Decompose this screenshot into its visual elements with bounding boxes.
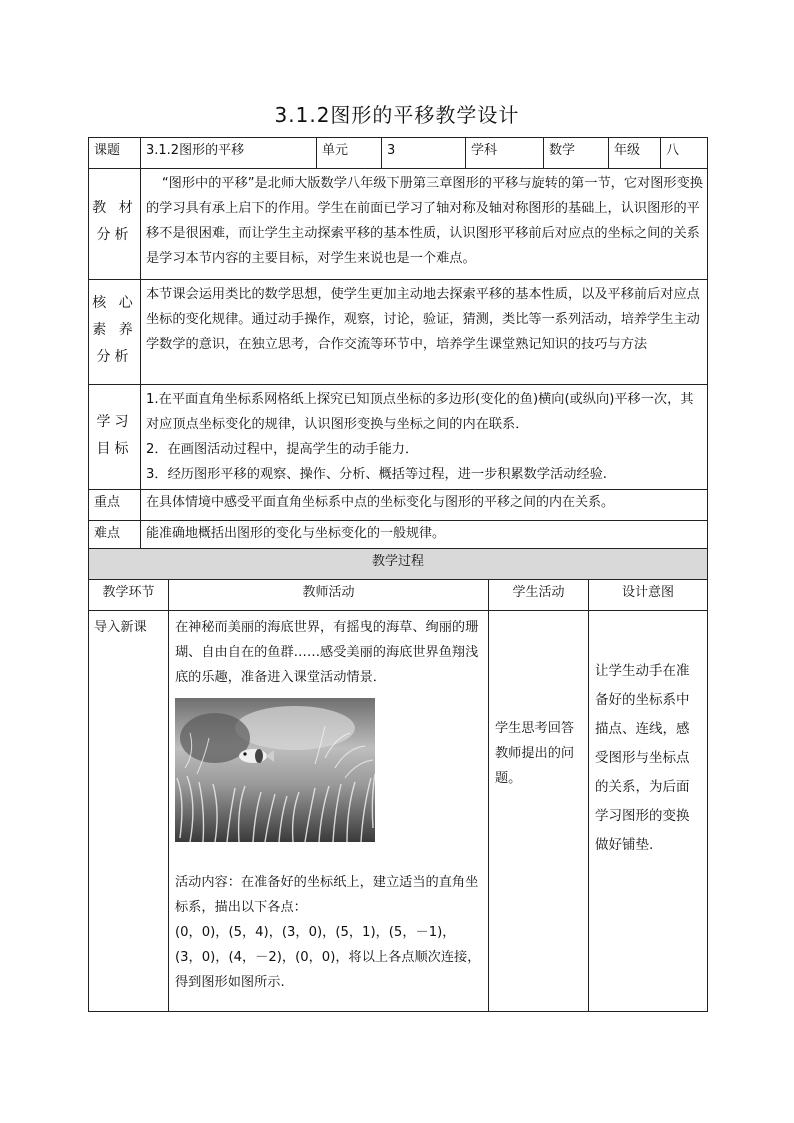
points-line-3: 得到图形如图所示. [175, 975, 285, 990]
goal-item-3: 3．经历图形平移的观察、操作、分析、概括等过程，进一步积累数学活动经验. [146, 467, 607, 482]
unit-label: 单元 [317, 138, 382, 169]
grade-value: 八 [661, 138, 708, 169]
col-student: 学生活动 [489, 580, 589, 611]
key-point-label: 重点 [89, 490, 141, 521]
literacy-row [89, 280, 708, 385]
points-line-2: (3，0)，(4，－2)，(0，0)，将以上各点顺次连接， [175, 950, 481, 965]
material-text: “图形中的平移”是北师大版数学八年级下册第三章图形的平移与旋转的第一节，它对图形变换的学习具有承上启下的作用。学生在前面已学习了轴对称及轴对称图形的基础上，认识图形的平移不是很困难，而让学生主动探索平移的基本性质，认识图形平移前后对应点的坐标之间的关系是学习本节内容的主要目标，对学生来说也是一个难点。 [141, 169, 708, 280]
process-table [88, 548, 708, 1012]
intent-cell: 让学生动手在准备好的坐标系中描点、连线，感受图形与坐标点的关系，为后面学习图形的变换做好铺垫. [589, 611, 708, 1012]
material-label-2: 分析 [96, 227, 133, 243]
goals-row [89, 385, 708, 490]
process-heading-row [89, 549, 708, 580]
key-point-text: 在具体情境中感受平面直角坐标系中点的坐标变化与图形的平移之间的内在关系。 [141, 490, 708, 521]
literacy-label [89, 280, 141, 385]
process-header-row [89, 580, 708, 611]
difficulty-row [89, 521, 708, 552]
material-row [89, 169, 708, 280]
goals-label-1: 学习 [96, 414, 133, 430]
literacy-label-1: 核 心 [92, 295, 137, 311]
literacy-text: 本节课会运用类比的数学思想，使学生更加主动地去探索平移的基本性质，以及平移前后对应点坐标的变化规律。通过动手操作，观察，讨论，验证，猜测，类比等一系列活动，培养学生主动学数学的意识，在独立思考，合作交流等环节中，培养学生课堂熟记知识的技巧与方法 [141, 280, 708, 385]
lesson-info-table [88, 137, 708, 552]
goals-label [89, 385, 141, 490]
col-teacher: 教师活动 [169, 580, 489, 611]
process-heading: 教学过程 [89, 549, 708, 580]
unit-value: 3 [382, 138, 466, 169]
process-row-intro [89, 611, 708, 1012]
difficulty-label: 难点 [89, 521, 141, 552]
material-label [89, 169, 141, 280]
subject-label: 学科 [466, 138, 544, 169]
literacy-label-3: 分析 [96, 349, 133, 365]
teacher-intro: 在神秘而美丽的海底世界，有摇曳的海草、绚丽的珊瑚、自由自在的鱼群……感受美丽的海底世界鱼翔浅底的乐趣，准备进入课堂活动情景． [175, 620, 479, 685]
course-value: 3.1.2图形的平移 [141, 138, 317, 169]
course-label: 课题 [89, 138, 141, 169]
activity-text: 活动内容：在准备好的坐标纸上，建立适当的直角坐标系，描出以下各点： [175, 875, 479, 915]
points-line-1: (0，0)，(5，4)，(3，0)，(5，1)，(5，－1)， [175, 925, 456, 940]
teacher-cell [169, 611, 489, 1012]
difficulty-text: 能准确地概括出图形的变化与坐标变化的一般规律。 [141, 521, 708, 552]
goals-text [141, 385, 708, 490]
goal-item-2: 2．在画图活动过程中，提高学生的动手能力． [146, 442, 419, 457]
subject-value: 数学 [544, 138, 609, 169]
col-intent: 设计意图 [589, 580, 708, 611]
info-row [89, 138, 708, 169]
sea-anemone-fish-photo [175, 698, 375, 842]
student-cell: 学生思考回答教师提出的问题。 [489, 611, 589, 1012]
goal-item-1: 1.在平面直角坐标系网格纸上探究已知顶点坐标的多边形(变化的鱼)横向(或纵向)平移一次，其对应顶点坐标变化的规律，认识图形变换与坐标之间的内在联系． [146, 392, 694, 432]
key-point-row [89, 490, 708, 521]
stage-cell: 导入新课 [89, 611, 169, 1012]
goals-label-2: 目标 [96, 441, 133, 457]
col-stage: 教学环节 [89, 580, 169, 611]
page-title: 3.1.2图形的平移教学设计 [274, 103, 520, 127]
material-label-1: 教 材 [92, 200, 137, 216]
literacy-label-2: 素 养 [92, 322, 137, 338]
grade-label: 年级 [609, 138, 661, 169]
